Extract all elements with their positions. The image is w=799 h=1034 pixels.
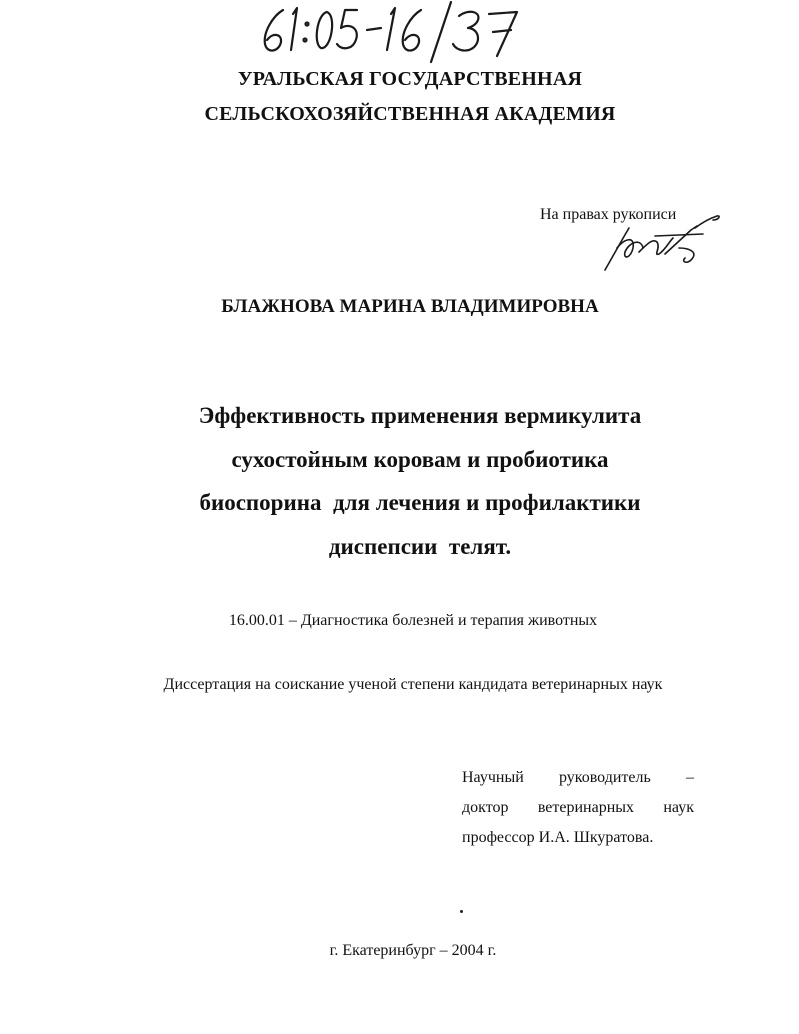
- title-line: Эффективность применения вермикулита: [198, 403, 642, 428]
- place-and-year: г. Екатеринбург – 2004 г.: [329, 942, 497, 959]
- title-line: сухостойным коровам и пробиотика: [231, 446, 609, 472]
- handwritten-archive-code: [255, 0, 545, 70]
- institution-line-1: УРАЛЬСКАЯ ГОСУДАРСТВЕННАЯ: [237, 68, 583, 90]
- title-line: биоспорина для лечения и профилактики: [199, 490, 641, 515]
- dissertation-title: [0, 394, 799, 568]
- handwritten-signature: [595, 208, 725, 278]
- institution-line-2: СЕЛЬСКОХОЗЯЙСТВЕННАЯ АКАДЕМИЯ: [204, 103, 616, 125]
- supervisor-block: [462, 763, 694, 853]
- scan-speck: [460, 910, 463, 913]
- specialty-code: 16.00.01 – Диагностика болезней и терапия животных: [228, 612, 598, 629]
- supervisor-line-3: профессор И.А. Шкуратова.: [462, 829, 654, 846]
- supervisor-line-1: Научный руководитель –: [462, 769, 694, 786]
- author-name: БЛАЖНОВА МАРИНА ВЛАДИМИРОВНА: [221, 296, 599, 317]
- manuscript-rights-note: На правах рукописи: [540, 206, 677, 223]
- degree-statement: Диссертация на соискание ученой степени кандидата ветеринарных наук: [163, 676, 663, 693]
- signature-drawing: [595, 208, 725, 278]
- handwritten-archive-code-drawing: [255, 0, 545, 70]
- supervisor-line-2: доктор ветеринарных наук: [462, 799, 694, 816]
- title-line: диспепсии телят.: [328, 533, 512, 559]
